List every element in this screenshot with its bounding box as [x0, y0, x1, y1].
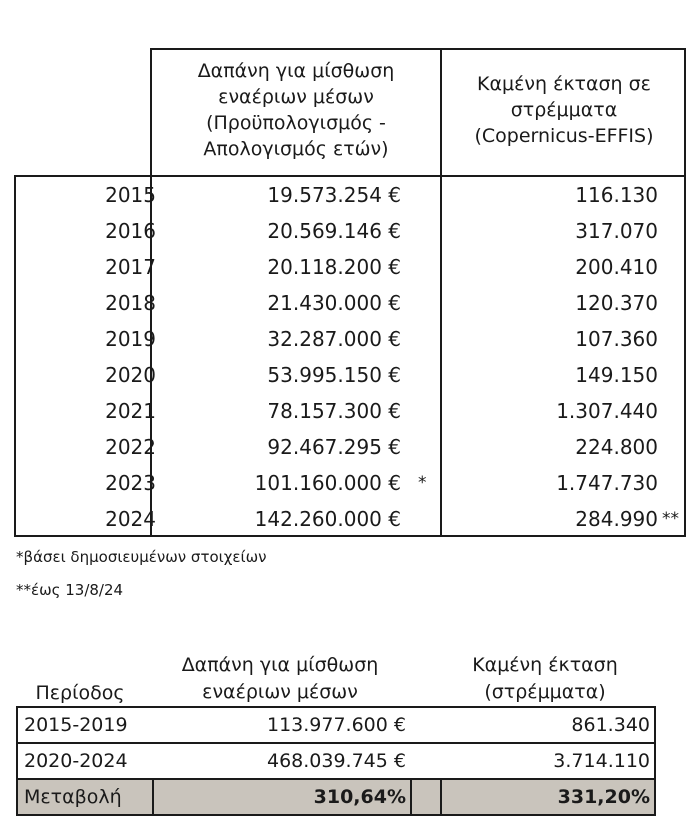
table-row	[14, 465, 686, 501]
header-cost: Δαπάνη για μίσθωση εναέριων μέσων	[181, 654, 379, 703]
cost-cell: 113.977.600 €	[266, 714, 406, 736]
table-row	[14, 429, 686, 465]
year-cell: 2017	[105, 255, 156, 279]
table-row	[14, 213, 686, 249]
change-label: Μεταβολή	[24, 786, 122, 808]
year-cell: 2018	[105, 291, 156, 315]
table-row	[14, 285, 686, 321]
area-cell: 149.150	[575, 363, 658, 387]
cost-cell: 20.118.200 €	[267, 255, 401, 279]
change-area: 331,20%	[557, 786, 650, 808]
footnote-mark: *	[418, 473, 427, 493]
period-cell: 2015-2019	[24, 714, 128, 736]
area-cell: 284.990	[575, 507, 658, 531]
cost-cell: 21.430.000 €	[267, 291, 401, 315]
cost-cell: 19.573.254 €	[267, 183, 401, 207]
cost-cell: 468.039.745 €	[266, 750, 406, 772]
table-row	[14, 249, 686, 285]
footnote-published-data: *βάσει δημοσιευμένων στοιχείων	[16, 548, 267, 566]
area-cell: 200.410	[575, 255, 658, 279]
year-cell: 2021	[105, 399, 156, 423]
area-cell: 1.747.730	[556, 471, 658, 495]
area-cell: 861.340	[571, 714, 650, 736]
header-burned-area: Καμένη έκταση (στρέμματα)	[472, 654, 618, 703]
table-row	[16, 743, 656, 779]
table-row	[14, 177, 686, 213]
header-burned-area: Καμένη έκταση σε στρέμματα (Copernicus-EFFIS)	[474, 73, 654, 147]
year-cell: 2016	[105, 219, 156, 243]
cost-cell: 101.160.000 €	[254, 471, 401, 495]
area-cell: 1.307.440	[556, 399, 658, 423]
cost-cell: 92.467.295 €	[267, 435, 401, 459]
cost-cell: 53.995.150 €	[267, 363, 401, 387]
area-cell: 107.360	[575, 327, 658, 351]
year-cell: 2024	[105, 507, 156, 531]
cost-cell: 78.157.300 €	[267, 399, 401, 423]
header-cost: Δαπάνη για μίσθωση εναέριων μέσων (Προϋπολογισμός - Απολογισμός ετών)	[197, 60, 395, 160]
table-row	[14, 501, 686, 537]
change-row	[16, 779, 656, 815]
area-cell: 3.714.110	[553, 750, 650, 772]
table-row	[14, 393, 686, 429]
footnote-mark: **	[662, 509, 679, 529]
area-cell: 317.070	[575, 219, 658, 243]
cost-cell: 142.260.000 €	[254, 507, 401, 531]
year-cell: 2023	[105, 471, 156, 495]
cost-cell: 20.569.146 €	[267, 219, 401, 243]
area-cell: 224.800	[575, 435, 658, 459]
table-row	[14, 357, 686, 393]
area-cell: 116.130	[575, 183, 658, 207]
year-cell: 2015	[105, 183, 156, 207]
footnote-date: **έως 13/8/24	[16, 581, 124, 599]
year-cell: 2022	[105, 435, 156, 459]
header-period: Περίοδος	[35, 682, 125, 704]
cost-cell: 32.287.000 €	[267, 327, 401, 351]
year-cell: 2020	[105, 363, 156, 387]
change-cost: 310,64%	[313, 786, 406, 808]
table-row	[14, 321, 686, 357]
period-cell: 2020-2024	[24, 750, 128, 772]
year-cell: 2019	[105, 327, 156, 351]
area-cell: 120.370	[575, 291, 658, 315]
table-row	[16, 707, 656, 743]
